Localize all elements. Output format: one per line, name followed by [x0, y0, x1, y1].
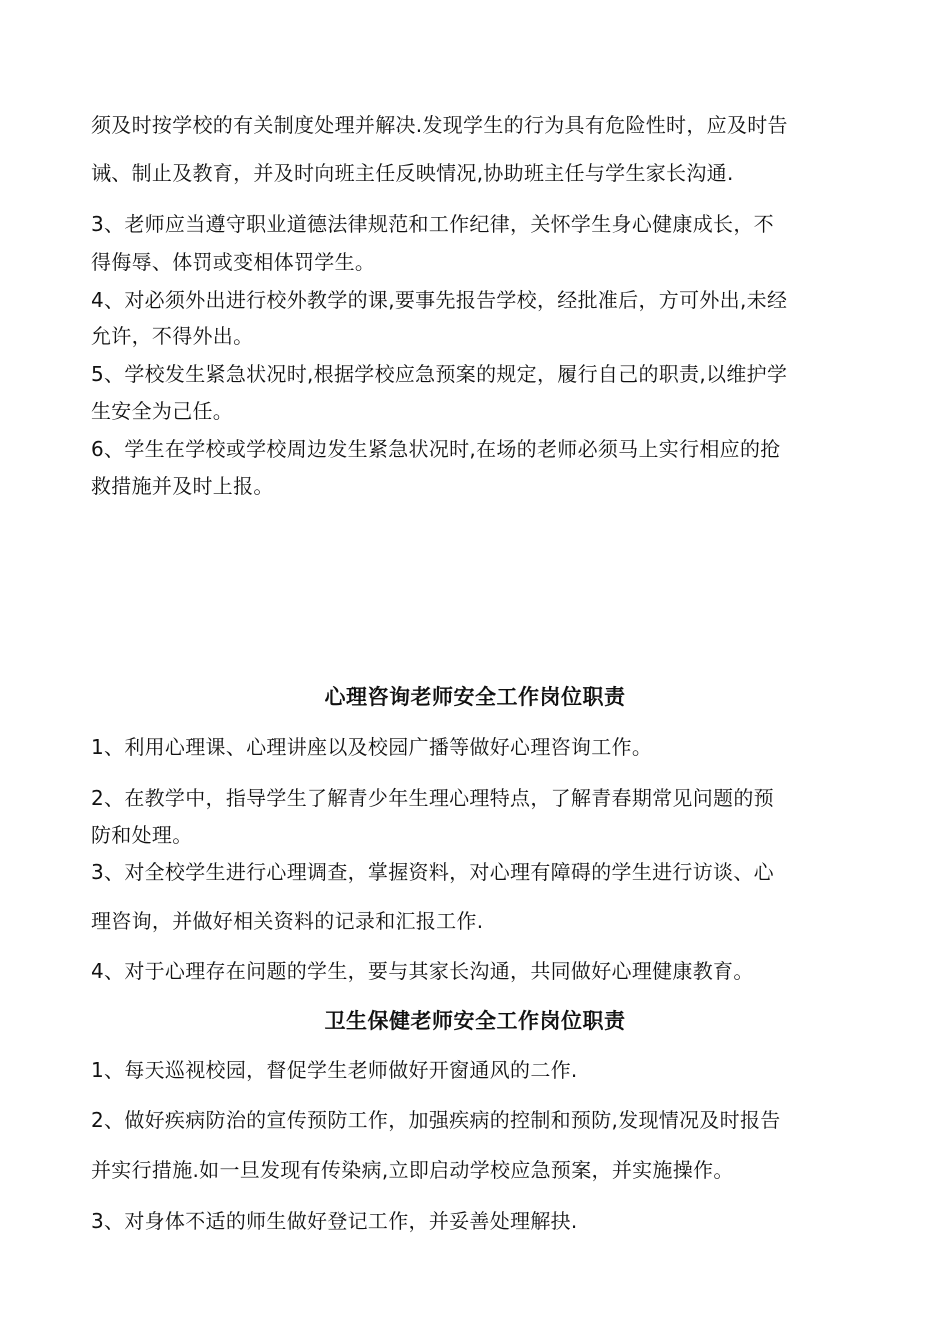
paragraph-line: 诫、制止及教育，并及时向班主任反映情况,协助班主任与学生家长沟通. — [91, 161, 734, 185]
duty-item-4-cont: 允许，不得外出。 — [91, 324, 254, 348]
duty-item-2: 2、做好疾病防治的宣传预防工作，加强疾病的控制和预防,发现情况及时报告 — [91, 1108, 781, 1132]
duty-item-6: 6、学生在学校或学校周边发生紧急状况时,在场的老师必须马上实行相应的抢 — [91, 437, 781, 461]
section-title: 心理咨询老师安全工作岗位职责 — [324, 685, 626, 709]
duty-item-2-cont: 防和处理。 — [91, 823, 193, 847]
section-title: 卫生保健老师安全工作岗位职责 — [324, 1009, 626, 1033]
duty-item-2-cont: 并实行措施.如一旦发现有传染病,立即启动学校应急预案，并实施操作。 — [91, 1158, 734, 1182]
paragraph-line: 须及时按学校的有关制度处理并解决.发现学生的行为具有危险性时，应及时告 — [91, 113, 788, 137]
duty-item-3: 3、对全校学生进行心理调查，掌握资料，对心理有障碍的学生进行访谈、心 — [91, 860, 774, 884]
duty-item-6-cont: 救措施并及时上报。 — [91, 474, 274, 498]
duty-item-1: 1、利用心理课、心理讲座以及校园广播等做好心理咨询工作。 — [91, 735, 653, 759]
duty-item-5: 5、学校发生紧急状况时,根据学校应急预案的规定，履行自己的职责,以维护学 — [91, 362, 788, 386]
duty-item-2: 2、在教学中，指导学生了解青少年生理心理特点，了解青春期常见问题的预 — [91, 786, 774, 810]
duty-item-3: 3、老师应当遵守职业道德法律规范和工作纪律，关怀学生身心健康成长，不 — [91, 212, 774, 236]
duty-item-3: 3、对身体不适的师生做好登记工作，并妥善处理解抉. — [91, 1209, 578, 1233]
duty-item-4: 4、对于心理存在问题的学生，要与其家长沟通，共同做好心理健康教育。 — [91, 959, 754, 983]
duty-item-5-cont: 生安全为己任。 — [91, 399, 234, 423]
duty-item-1: 1、每天巡视校园，督促学生老师做好开窗通风的二作. — [91, 1058, 578, 1082]
duty-item-4: 4、对必须外出进行校外教学的课,要事先报告学校，经批准后，方可外出,未经 — [91, 288, 788, 312]
duty-item-3-cont: 理咨询，并做好相关资料的记录和汇报工作. — [91, 909, 484, 933]
duty-item-3-cont: 得侮辱、体罚或变相体罚学生。 — [91, 250, 376, 274]
